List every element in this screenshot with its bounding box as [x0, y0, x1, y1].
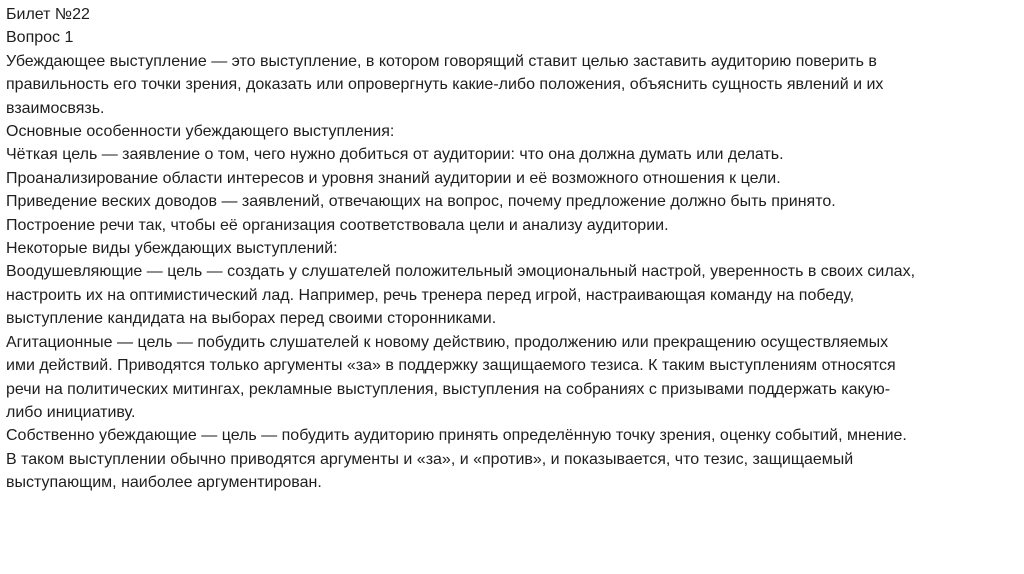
ticket-title: Билет №22 — [6, 6, 90, 23]
text-line: Чёткая цель — заявление о том, чего нужно добиться от аудитории: что она должна думать или делать. — [6, 146, 784, 164]
text-line: Убеждающее выступление — это выступление, в котором говорящий ставит целью заставить аудиторию поверить в — [6, 52, 877, 70]
question-title: Вопрос 1 — [6, 29, 74, 47]
paragraph-feature-analysis — [6, 167, 1018, 190]
text-line: Агитационные — цель — побудить слушателей к новому действию, продолжению или прекращению осуществляемых — [6, 333, 889, 351]
text-line: Некоторые виды убеждающих выступлений: — [6, 240, 338, 258]
text-line: Приведение веских доводов — заявлений, отвечающих на вопрос, почему предложение должно быть принято. — [6, 193, 836, 211]
text-line: настроить их на оптимистический лад. Например, речь тренера перед игрой, настраивающая команду на победу, — [6, 286, 855, 304]
text-line: Воодушевляющие — цель — создать у слушателей положительный эмоциональный настрой, уверенность в своих силах, — [6, 263, 916, 281]
text-line: Основные особенности убеждающего выступления: — [6, 123, 395, 141]
paragraph-feature-goal — [6, 143, 1018, 166]
paragraph-type-persuading — [6, 424, 1018, 494]
paragraph-features-heading — [6, 120, 1018, 143]
paragraph-feature-structure — [6, 214, 1018, 237]
text-line: правильность его точки зрения, доказать или опровергнуть какие-либо положения, объяснить сущность явлений и их — [6, 76, 884, 94]
text-line: Собственно убеждающие — цель — побудить аудиторию принять определённую точку зрения, оценку событий, мнение. — [6, 427, 907, 445]
paragraph-definition — [6, 50, 1018, 120]
slide-text — [6, 3, 1018, 495]
paragraph-type-agitation — [6, 331, 1018, 425]
text-line: В таком выступлении обычно приводятся аргументы и «за», и «против», и показывается, что тезис, защищаемый — [6, 450, 854, 468]
text-line: речи на политических митингах, рекламные выступления, выступления на собраниях с призывами поддержать какую- — [6, 380, 891, 398]
text-line: выступающим, наиболее аргументирован. — [6, 474, 322, 492]
text-line: выступление кандидата на выборах перед своими сторонниками. — [6, 310, 497, 328]
text-line: Построение речи так, чтобы её организация соответствовала цели и анализу аудитории. — [6, 216, 669, 234]
text-line: Проанализирование области интересов и уровня знаний аудитории и её возможного отношения к цели. — [6, 169, 781, 187]
paragraph-type-inspiring — [6, 260, 1018, 330]
text-line: взаимосвязь. — [6, 99, 105, 117]
paragraph-types-heading — [6, 237, 1018, 260]
paragraph-feature-arguments — [6, 190, 1018, 213]
text-line: либо инициативу. — [6, 403, 136, 421]
text-line: ими действий. Приводятся только аргументы «за» в поддержку защищаемого тезиса. К таким выступлениям относятся — [6, 357, 896, 375]
